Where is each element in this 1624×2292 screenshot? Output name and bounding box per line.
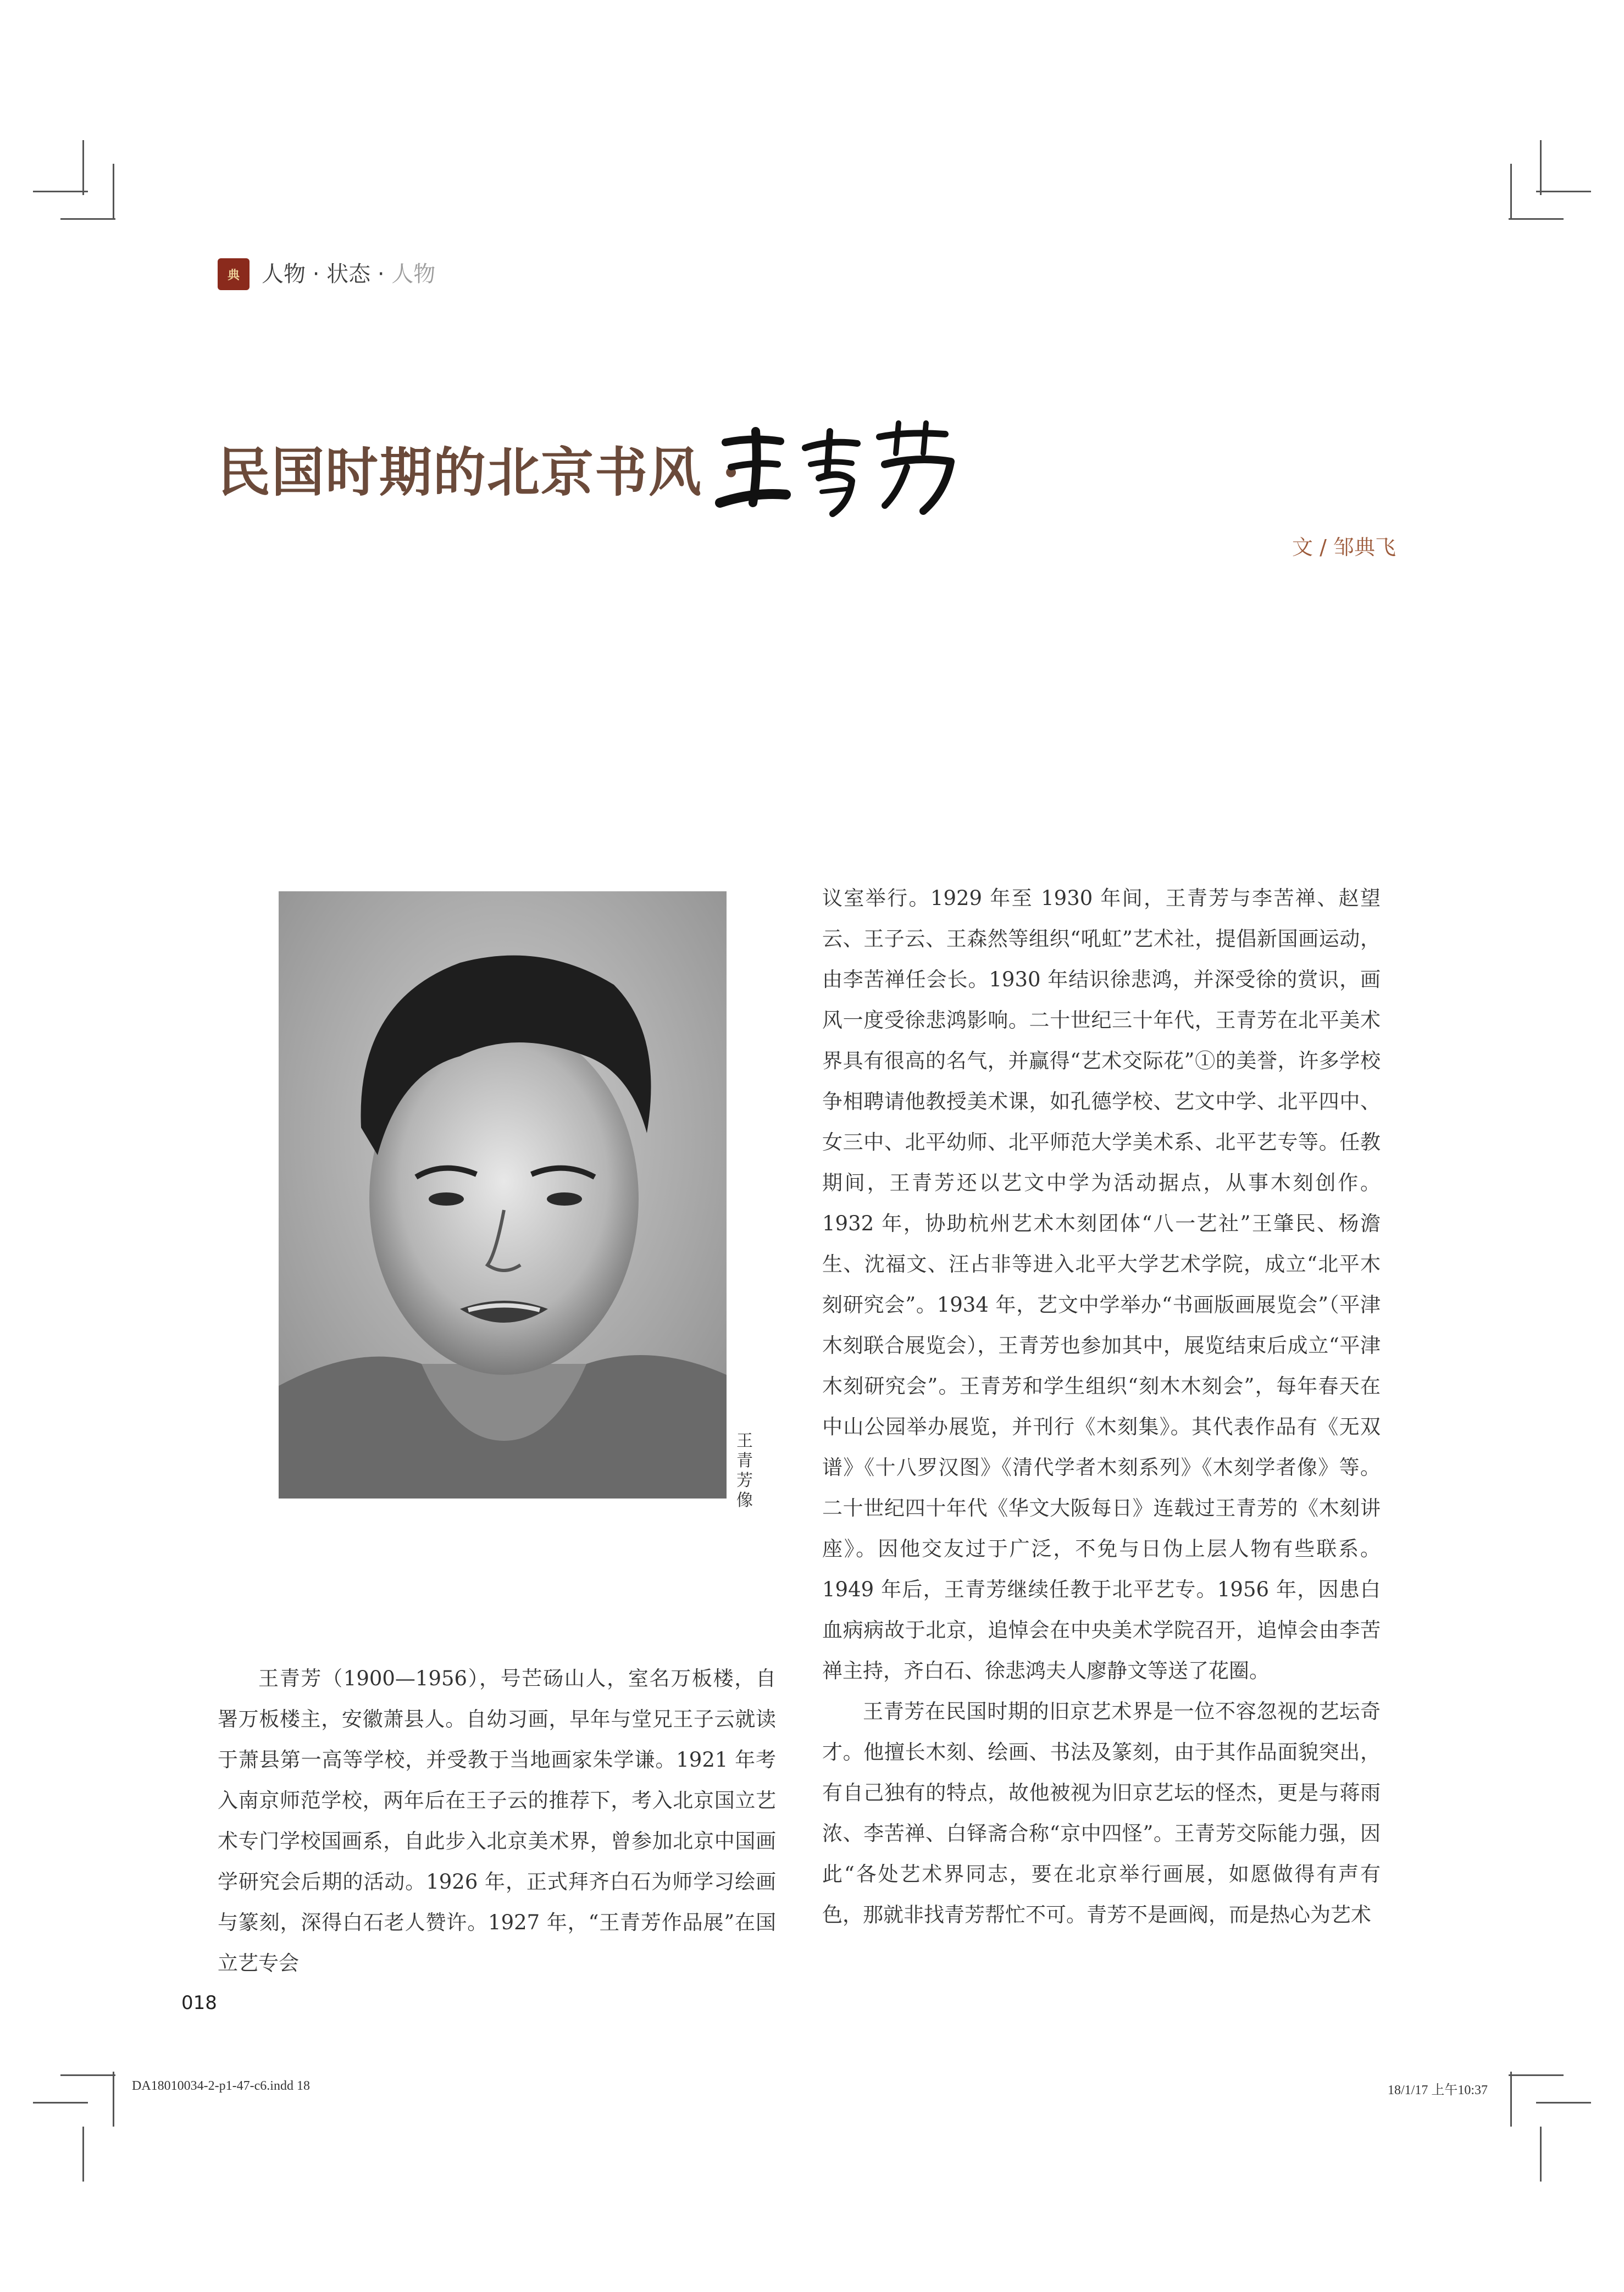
crop-mark	[1540, 140, 1542, 195]
crop-mark	[1510, 164, 1512, 219]
body-column-right	[822, 878, 1381, 1935]
section-main: 人物 · 状态 ·	[262, 262, 385, 287]
crop-mark	[113, 2072, 114, 2127]
crop-mark	[60, 218, 115, 220]
crop-mark	[82, 140, 84, 195]
crop-mark	[82, 2127, 84, 2182]
section-label	[262, 258, 435, 290]
crop-mark	[33, 191, 88, 192]
portrait-photo	[279, 891, 727, 1499]
byline: 文 / 邹典飞	[1292, 535, 1396, 559]
calligraphy-signature-icon	[709, 409, 973, 519]
crop-mark	[60, 2074, 115, 2076]
body-paragraph: 王青芳（1900—1956），号芒砀山人，室名万板楼，自署万板楼主，安徽萧县人。自幼习画，早年与堂兄王子云就读于萧县第一高等学校，并受教于当地画家朱学谦。1921 年考入南京师范学校，两年后在王子云的推荐下，考入北京国立艺术专门学校国画系，自此步入北京美术界，曾参加北京中国画学研究会后期的活动。1926 年，正式拜齐白石为师学习绘画与篆刻，深得白石老人赞许。1927 年，“王青芳作品展”在国立艺专会	[218, 1667, 776, 1975]
crop-mark	[33, 2102, 88, 2104]
crop-mark	[1540, 2127, 1542, 2182]
crop-mark	[1509, 218, 1564, 220]
print-slug: DA18010034-2-p1-47-c6.indd 18	[132, 2079, 310, 2093]
crop-mark	[1536, 191, 1591, 192]
body-paragraph: 议室举行。1929 年至 1930 年间，王青芳与李苦禅、赵望云、王子云、王森然等组织“吼虹”艺术社，提倡新国画运动，由李苦禅任会长。1930 年结识徐悲鸿，并深受徐的赏识，画风一度受徐悲鸿影响。二十世纪三十年代，王青芳在北平美术界具有很高的名气，并赢得“艺术交际花”①的美誉，许多学校争相聘请他教授美术课，如孔德学校、艺文中学、北平四中、女三中、北平幼师、北平师范大学美术系、北平艺专等。任教期间，王青芳还以艺文中学为活动据点，从事木刻创作。1932 年，协助杭州艺术木刻团体“八一艺社”王肇民、杨澹生、沈福文、汪占非等进入北平大学艺术学院，成立“北平木刻研究会”。1934 年，艺文中学举办“书画版画展览会”（平津木刻联合展览会），王青芳也参加其中，展览结束后成立“平津木刻研究会”。王青芳和学生组织“刻木木刻会”，每年春天在中山公园举办展览，并刊行《木刻集》。其代表作品有《无双谱》《十八罗汉图》《清代学者木刻系列》《木刻学者像》等。二十世纪四十年代《华文大阪每日》连载过王青芳的《木刻讲座》。因他交友过于广泛，不免与日伪上层人物有些联系。1949 年后，王青芳继续任教于北平艺专。1956 年，因患白血病病故于北京，追悼会在中央美术学院召开，追悼会由李苦禅主持，齐白石、徐悲鸿夫人廖静文等送了花圈。	[822, 886, 1381, 1683]
section-sub: 人物	[391, 262, 436, 287]
body-column-left	[218, 1658, 776, 1984]
crop-mark	[113, 164, 114, 219]
magazine-logo-icon: 典	[218, 258, 250, 290]
crop-mark	[1510, 2072, 1512, 2127]
print-timestamp: 18/1/17 上午10:37	[1388, 2083, 1488, 2097]
body-paragraph: 王青芳在民国时期的旧京艺术界是一位不容忽视的艺坛奇才。他擅长木刻、绘画、书法及篆刻，由于其作品面貌突出，有自己独有的特点，故他被视为旧京艺坛的怪杰，更是与蒋雨浓、李苦禅、白铎斋合称“京中四怪”。王青芳交际能力强，因此“各处艺术界同志，要在北京举行画展，如愿做得有声有色，那就非找青芳帮忙不可。青芳不是画阀，而是热心为艺术	[822, 1700, 1381, 1927]
article-title: 民国时期的北京书风 ·	[218, 441, 741, 503]
crop-mark	[1536, 2102, 1591, 2104]
page-number: 018	[181, 1992, 217, 2014]
crop-mark	[1509, 2074, 1564, 2076]
photo-caption: 王青芳像	[736, 1431, 753, 1510]
